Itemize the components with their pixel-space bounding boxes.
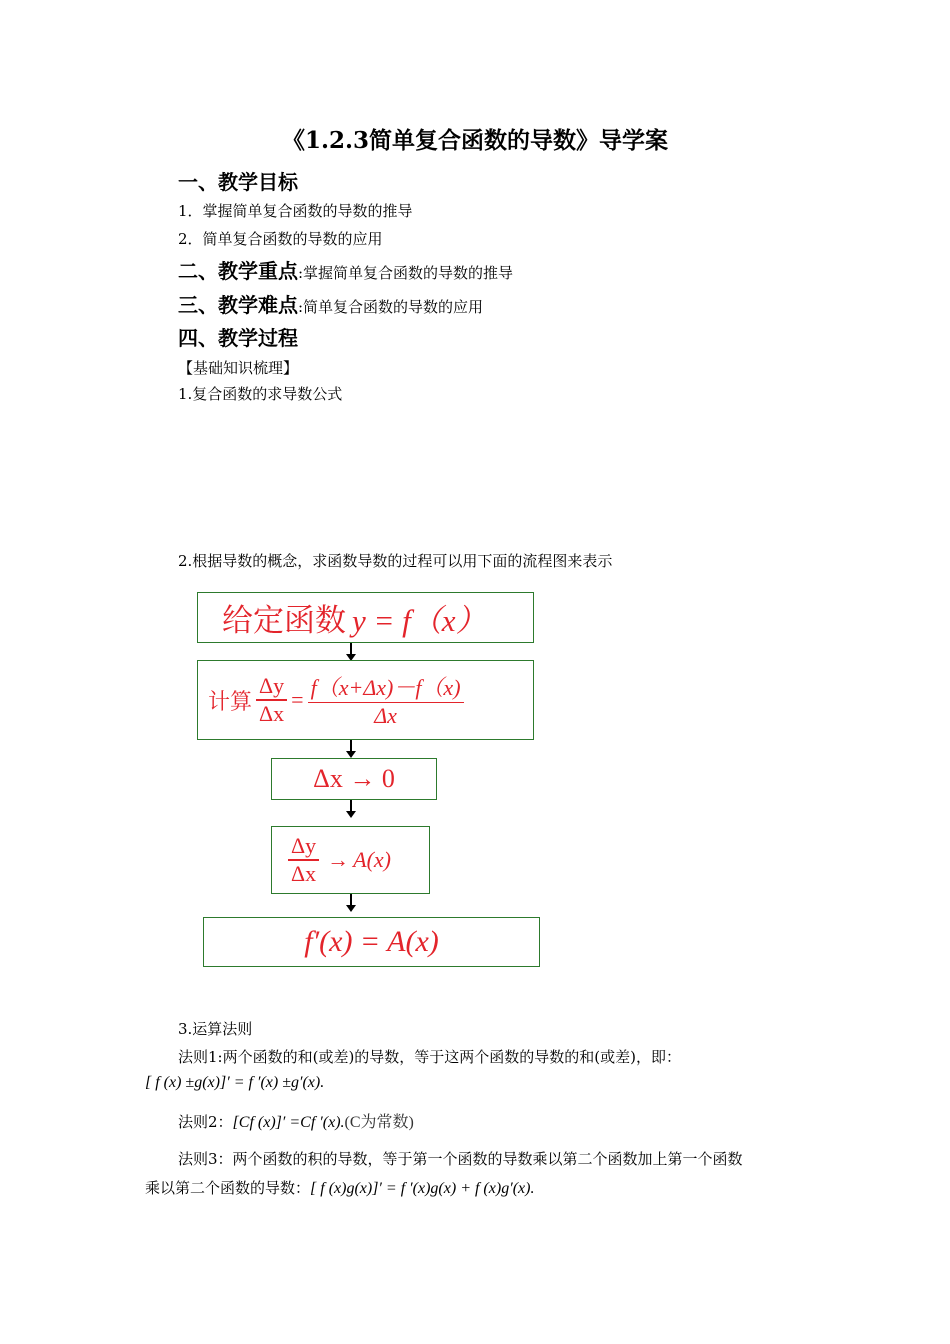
process-heading: 四、教学过程 <box>178 326 298 350</box>
flow-step-2-lhs-num: Δy <box>259 673 285 699</box>
goal-item-2: 2．简单复合函数的导数的应用 <box>178 230 383 248</box>
rule2-formula: [Cf (x)]′ =Cf ′(x). <box>232 1114 345 1131</box>
goals-heading: 一、教学目标 <box>178 170 298 194</box>
flow-step-1-text <box>222 596 487 639</box>
key-point-heading: 二、教学重点 <box>178 259 298 283</box>
key-point-line <box>178 255 513 284</box>
flow-step-5-formula: f′(x) = A(x) <box>304 925 439 958</box>
rule2-label: 法则2： <box>178 1113 233 1131</box>
flow-step-2-rhs-den: Δx <box>374 703 397 729</box>
rule3-text-line1: 法则3：两个函数的积的导数，等于第一个函数的导数乘以第二个函数加上第一个函数 <box>178 1150 743 1168</box>
flow-step-4-num: Δy <box>291 833 317 859</box>
process-item-2: 2.根据导数的概念，求函数导数的过程可以用下面的流程图来表示 <box>178 552 613 570</box>
flow-step-2-rhs-fraction <box>308 671 464 730</box>
flow-step-2-text <box>208 664 468 736</box>
rule1-formula: [ f (x) ±g(x)]′ = f ′(x) ±g′(x). <box>145 1074 325 1091</box>
flow-step-1-label: 给定函数 <box>222 603 346 638</box>
difficulty-text: :简单复合函数的导数的应用 <box>298 298 484 316</box>
key-point-text: :掌握简单复合函数的导数的推导 <box>298 264 514 282</box>
flow-step-4-arrow: → <box>327 847 350 872</box>
flow-step-2-eq: = <box>291 687 304 712</box>
flow-step-2-lhs-den: Δx <box>259 700 285 726</box>
flow-step-4-text <box>288 828 391 892</box>
difficulty-heading: 三、教学难点 <box>178 293 298 317</box>
process-item-1: 1.复合函数的求导数公式 <box>178 385 343 403</box>
flow-step-4-den: Δx <box>291 860 317 886</box>
flow-step-3-formula: Δx → 0 <box>313 764 395 793</box>
flow-step-2-lhs-fraction <box>256 673 287 727</box>
rule3-text-line2: 乘以第二个函数的导数： <box>145 1179 311 1197</box>
flow-step-2-rhs-num: f（x+Δx)－f（x) <box>310 674 461 700</box>
flow-step-1-formula: y = f（x） <box>352 603 487 638</box>
flow-step-4-fraction <box>288 833 319 887</box>
process-subheading: 【基础知识梳理】 <box>178 359 299 377</box>
flow-arrow-1 <box>350 643 352 655</box>
flow-step-2-label: 计算 <box>208 688 253 714</box>
flow-arrow-3 <box>350 800 352 812</box>
process-item-3: 3.运算法则 <box>178 1020 253 1038</box>
flow-arrow-4 <box>350 894 352 906</box>
goal-item-1: 1．掌握简单复合函数的导数的推导 <box>178 202 413 220</box>
difficulty-line <box>178 289 483 318</box>
flow-step-4-rhs: A(x) <box>353 847 392 872</box>
flow-arrow-2 <box>350 740 352 752</box>
rule1-text: 法则1:两个函数的和(或差)的导数，等于这两个函数的导数的和(或差)，即： <box>178 1048 682 1066</box>
page-title: 《1.2.3简单复合函数的导数》导学案 <box>281 127 669 154</box>
rule2-note: (C为常数) <box>344 1114 414 1131</box>
rule3-formula: [ f (x)g(x)]′ = f ′(x)g(x) + f (x)g′(x). <box>310 1180 535 1197</box>
rule3-line2 <box>145 1177 534 1198</box>
rule2-line <box>178 1109 414 1132</box>
